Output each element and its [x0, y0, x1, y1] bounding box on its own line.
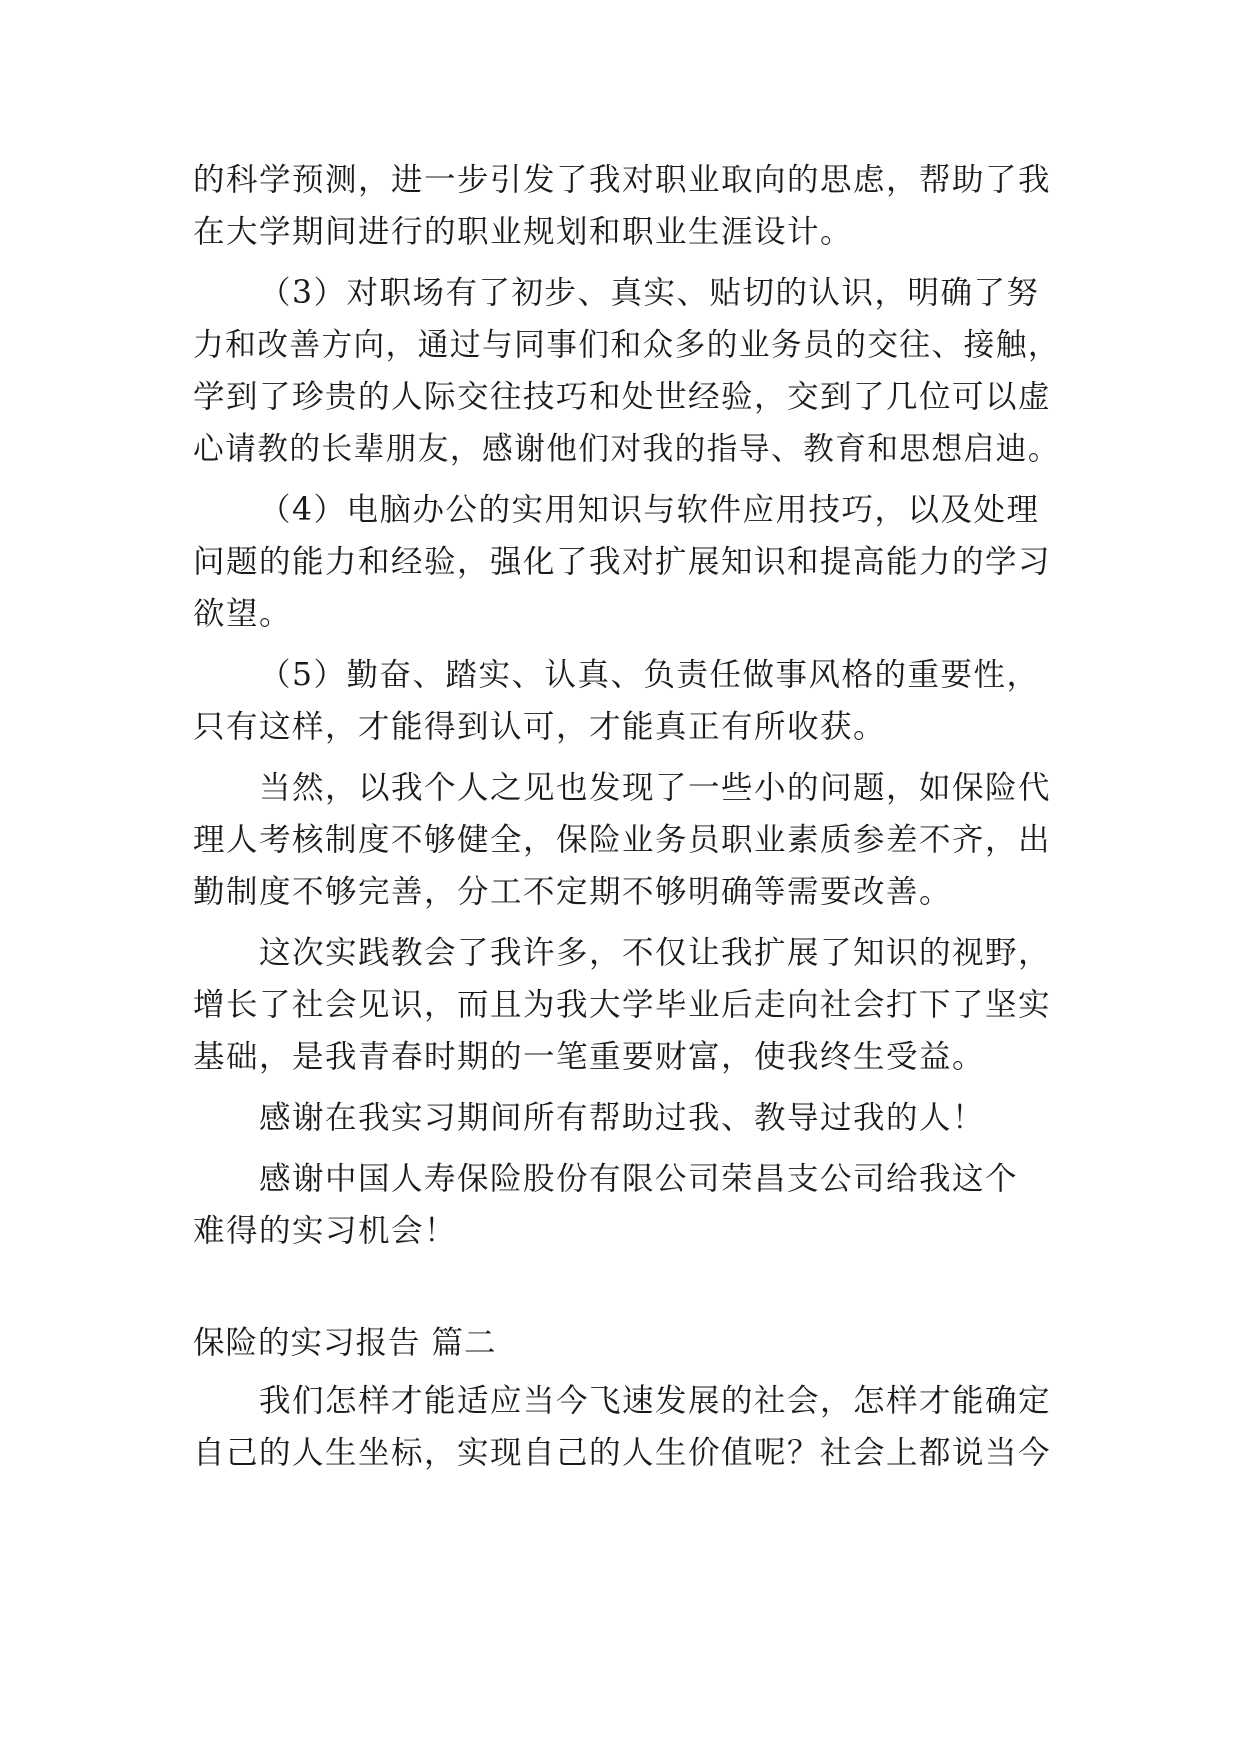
text-line: 问题的能力和经验，强化了我对扩展知识和提高能力的学习 — [193, 544, 1052, 580]
text-line: 感谢在我实习期间所有帮助过我、教导过我的人！ — [259, 1100, 986, 1136]
text-line: 当然，以我个人之见也发现了一些小的问题，如保险代 — [259, 770, 1052, 806]
text-line: 欲望。 — [193, 596, 293, 632]
text-line: 心请教的长辈朋友，感谢他们对我的指导、教育和思想启迪。 — [193, 431, 1060, 467]
text-line: 基础，是我青春时期的一笔重要财富，使我终生受益。 — [193, 1039, 986, 1075]
text-line: （5）勤奋、踏实、认真、负责任做事风格的重要性， — [259, 657, 1040, 693]
text-line: 我们怎样才能适应当今飞速发展的社会，怎样才能确定 — [259, 1383, 1052, 1419]
text-line: （3）对职场有了初步、真实、贴切的认识，明确了努 — [259, 275, 1040, 311]
text-line: 这次实践教会了我许多，不仅让我扩展了知识的视野， — [259, 935, 1052, 971]
text-line: 只有这样，才能得到认可，才能真正有所收获。 — [193, 709, 887, 745]
text-line: （4）电脑办公的实用知识与软件应用技巧，以及处理 — [259, 492, 1040, 528]
text-line: 学到了珍贵的人际交往技巧和处世经验，交到了几位可以虚 — [193, 379, 1052, 415]
text-line: 勤制度不够完善，分工不定期不够明确等需要改善。 — [193, 874, 953, 910]
text-line: 的科学预测，进一步引发了我对职业取向的思虑，帮助了我 — [193, 162, 1052, 198]
text-line: 感谢中国人寿保险股份有限公司荣昌支公司给我这个 — [259, 1161, 1019, 1197]
text-line: 难得的实习机会！ — [193, 1213, 458, 1249]
text-line: 在大学期间进行的职业规划和职业生涯设计。 — [193, 214, 854, 250]
text-line: 力和改善方向，通过与同事们和众多的业务员的交往、接触， — [193, 327, 1060, 363]
section-heading: 保险的实习报告 篇二 — [193, 1325, 497, 1361]
text-line: 理人考核制度不够健全，保险业务员职业素质参差不齐，出 — [193, 822, 1052, 858]
text-line: 自己的人生坐标，实现自己的人生价值呢？社会上都说当今 — [193, 1435, 1052, 1471]
text-line: 增长了社会见识，而且为我大学毕业后走向社会打下了坚实 — [193, 987, 1052, 1023]
